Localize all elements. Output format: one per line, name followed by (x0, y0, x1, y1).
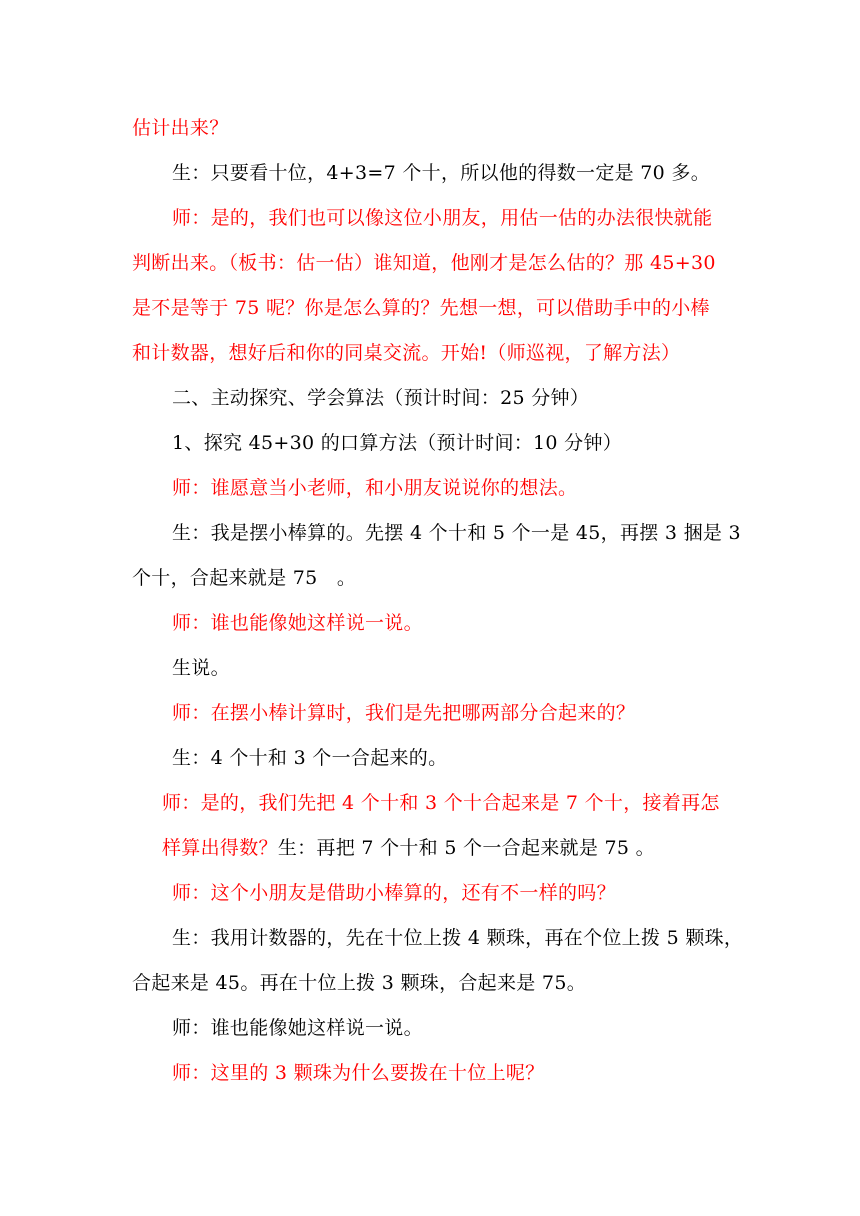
text-line: 个十，合起来就是 75 。 (132, 567, 357, 589)
text-line: 生：只要看十位，4+3=7 个十，所以他的得数一定是 70 多。 (172, 162, 711, 184)
text-line: 师：是的，我们先把 4 个十和 3 个十合起来是 7 个十，接着再怎 (162, 792, 720, 814)
text-line: 和计数器，想好后和你的同桌交流。开始!（师巡视，了解方法） (132, 342, 681, 364)
text-line: 生：我用计数器的，先在十位上拨 4 颗珠，再在个位上拨 5 颗珠， (172, 927, 744, 949)
text-line: 是不是等于 75 呢？你是怎么算的？先想一想，可以借助手中的小棒 (132, 297, 710, 319)
text-line: 生说。 (172, 657, 230, 679)
text-line (162, 836, 655, 860)
text-line: 估计出来？ (132, 117, 229, 139)
teacher-text: 样算出得数？ (162, 837, 278, 859)
text-line: 师：谁愿意当小老师，和小朋友说说你的想法。 (172, 477, 578, 499)
text-line: 生：我是摆小棒算的。先摆 4 个十和 5 个一是 45，再摆 3 捆是 3 (172, 522, 741, 544)
text-line: 师：在摆小棒计算时，我们是先把哪两部分合起来的？ (172, 702, 636, 724)
student-text: 生：再把 7 个十和 5 个一合起来就是 75 。 (277, 837, 655, 859)
text-line: 师：谁也能像她这样说一说。 (172, 612, 423, 634)
text-line: 判断出来。（板书：估一估）谁知道，他刚才是怎么估的？那 45+30 (132, 252, 716, 274)
text-line: 师：这里的 3 颗珠为什么要拨在十位上呢？ (172, 1062, 545, 1084)
text-line: 生：4 个十和 3 个一合起来的。 (172, 747, 448, 769)
text-line: 师：谁也能像她这样说一说。 (172, 1017, 423, 1039)
subsection-heading: 1、探究 45+30 的口算方法（预计时间：10 分钟） (172, 432, 623, 454)
section-heading: 二、主动探究、学会算法（预计时间：25 分钟） (172, 387, 590, 409)
text-line: 师：这个小朋友是借助小棒算的，还有不一样的吗？ (172, 882, 616, 904)
text-line: 师：是的，我们也可以像这位小朋友，用估一估的办法很快就能 (172, 207, 713, 229)
text-line: 合起来是 45。再在十位上拨 3 颗珠，合起来是 75。 (132, 972, 587, 994)
